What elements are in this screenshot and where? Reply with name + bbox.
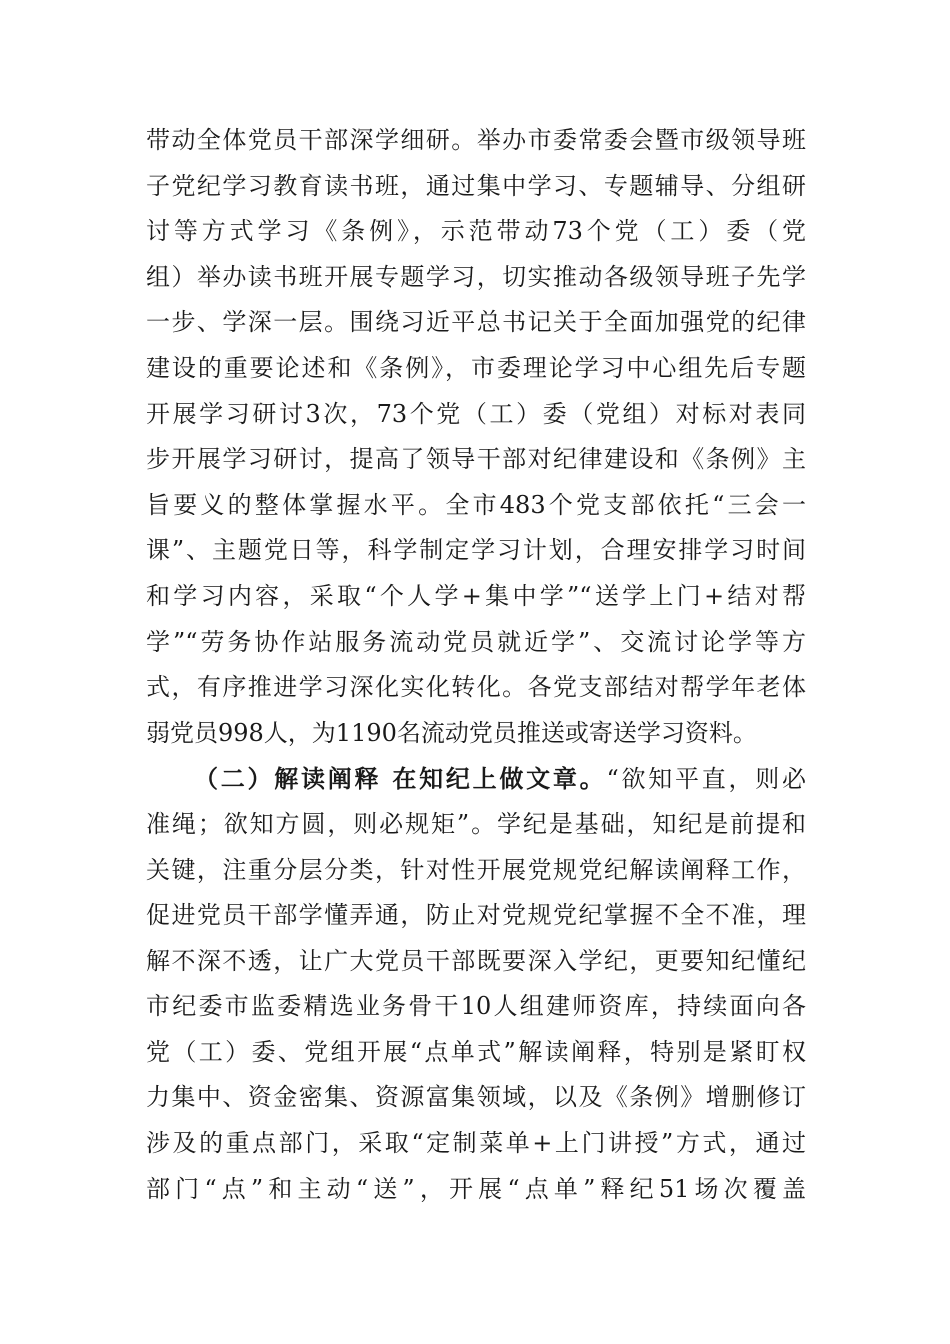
text-line: 课”、主题党日等，科学制定学习计划，合理安排学习时间 <box>146 536 806 565</box>
text-line: 步开展学习研讨，提高了领导干部对纪律建设和《条例》主 <box>146 445 806 474</box>
text-line: 组）举办读书班开展专题学习，切实推动各级领导班子先学 <box>146 262 806 291</box>
text-line: 弱党员998人，为1190名流动党员推送或寄送学习资料。 <box>146 718 757 747</box>
text-line: 市纪委市监委精选业务骨干10人组建师资库，持续面向各 <box>146 992 806 1021</box>
text-line: 开展学习研讨3次，73个党（工）委（党组）对标对表同 <box>146 399 806 428</box>
text-line: 讨等方式学习《条例》，示范带动73个党（工）委（党 <box>146 217 806 246</box>
text-line: 涉及的重点部门，采取“定制菜单+上门讲授”方式，通过 <box>146 1129 806 1158</box>
text-line: 关键，注重分层分类，针对性开展党规党纪解读阐释工作， <box>146 855 806 884</box>
text-line: 党（工）委、党组开展“点单式”解读阐释，特别是紧盯权 <box>146 1037 806 1066</box>
text-line: 子党纪学习教育读书班，通过集中学习、专题辅导、分组研 <box>146 171 806 200</box>
text-line: 和学习内容，采取“个人学+集中学”“送学上门+结对帮 <box>146 581 806 610</box>
text-line: 部门“点”和主动“送”，开展“点单”释纪51场次覆盖 <box>146 1174 806 1203</box>
text-line: 带动全体党员干部深学细研。举办市委常委会暨市级领导班 <box>146 126 806 154</box>
section-heading: （二）解读阐释 在知纪上做文章。 <box>194 764 607 794</box>
text-line: 建设的重要论述和《条例》，市委理论学习中心组先后专题 <box>146 353 806 382</box>
document-body <box>146 118 816 1212</box>
text-line: 解不深不透，让广大党员干部既要深入学纪，更要知纪懂纪 <box>146 946 806 975</box>
text-line: 促进党员干部学懂弄通，防止对党规党纪掌握不全不准，理 <box>146 901 806 930</box>
section-heading-line <box>146 756 806 802</box>
text-line: 力集中、资金密集、资源富集领域，以及《条例》增删修订 <box>146 1083 806 1112</box>
text-run: “欲知平直，则必 <box>606 765 806 794</box>
text-line: 式，有序推进学习深化实化转化。各党支部结对帮学年老体 <box>146 673 806 702</box>
paragraph-1 <box>146 118 816 756</box>
text-line: 学”“劳务协作站服务流动党员就近学”、交流讨论学等方 <box>146 627 806 656</box>
text-line: 准绳；欲知方圆，则必规矩”。学纪是基础，知纪是前提和 <box>146 809 806 838</box>
text-line: 旨要义的整体掌握水平。全市483个党支部依托“三会一 <box>146 490 806 519</box>
text-line: 一步、学深一层。围绕习近平总书记关于全面加强党的纪律 <box>146 308 806 337</box>
paragraph-2 <box>146 756 816 1212</box>
